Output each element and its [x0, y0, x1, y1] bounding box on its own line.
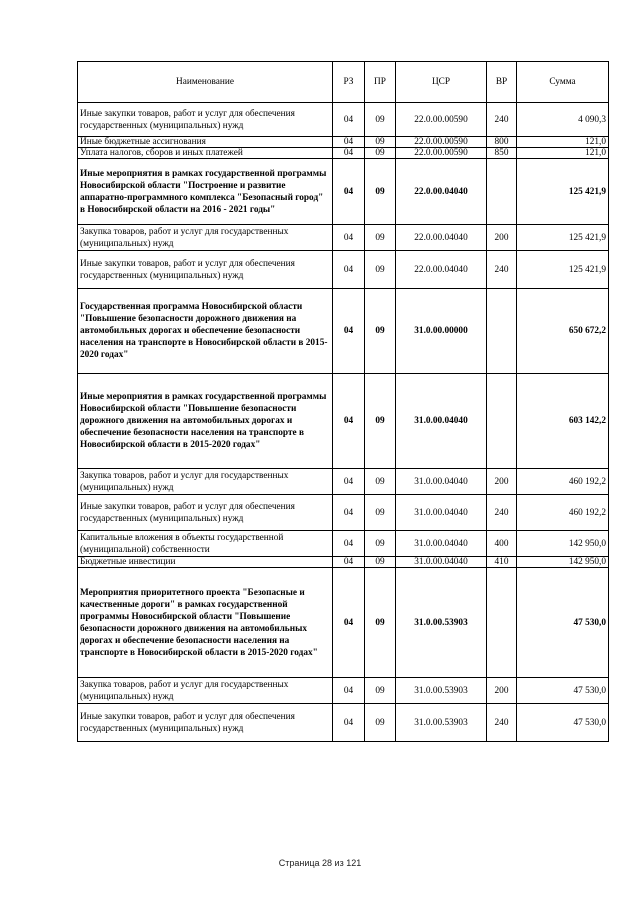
cell-vr: 240 [487, 251, 517, 289]
cell-name: Капитальные вложения в объекты государственной (муниципальной) собственности [78, 531, 333, 557]
cell-csr: 22.0.00.04040 [396, 225, 487, 251]
cell-csr: 31.0.00.00000 [396, 289, 487, 374]
cell-rz: 04 [333, 531, 365, 557]
budget-table [77, 61, 609, 742]
cell-csr: 22.0.00.00590 [396, 137, 487, 148]
cell-vr [487, 289, 517, 374]
cell-csr: 22.0.00.04040 [396, 251, 487, 289]
cell-rz: 04 [333, 495, 365, 531]
cell-pr: 09 [365, 148, 396, 159]
cell-name: Иные бюджетные ассигнования [78, 137, 333, 148]
table-row [78, 103, 609, 137]
cell-name: Иные закупки товаров, работ и услуг для обеспечения государственных (муниципальных) нужд [78, 103, 333, 137]
table-row [78, 148, 609, 159]
table-row [78, 159, 609, 225]
cell-csr: 31.0.00.04040 [396, 495, 487, 531]
cell-sum: 460 192,2 [517, 495, 609, 531]
cell-name: Иные закупки товаров, работ и услуг для обеспечения государственных (муниципальных) нужд [78, 251, 333, 289]
cell-sum: 47 530,0 [517, 568, 609, 678]
cell-pr: 09 [365, 495, 396, 531]
cell-name: Мероприятия приоритетного проекта "Безопасные и качественные дороги" в рамках государственной программы Новосибирской области "Повышение безопасности дорожного движения на автомобильных дорогах и обеспечение безопасности населения на транспорте в Новосибирской области в 2015-2020 годах" [78, 568, 333, 678]
cell-pr: 09 [365, 531, 396, 557]
header-csr: ЦСР [396, 62, 487, 103]
cell-rz: 04 [333, 469, 365, 495]
cell-pr: 09 [365, 251, 396, 289]
cell-rz: 04 [333, 159, 365, 225]
cell-sum: 125 421,9 [517, 251, 609, 289]
cell-name: Бюджетные инвестиции [78, 557, 333, 568]
cell-rz: 04 [333, 704, 365, 742]
cell-vr: 200 [487, 225, 517, 251]
cell-name: Закупка товаров, работ и услуг для государственных (муниципальных) нужд [78, 469, 333, 495]
page-number: Страница 28 из 121 [278, 858, 362, 868]
table-row [78, 374, 609, 469]
cell-csr: 31.0.00.53903 [396, 568, 487, 678]
cell-sum: 142 950,0 [517, 557, 609, 568]
cell-pr: 09 [365, 137, 396, 148]
cell-vr: 240 [487, 704, 517, 742]
cell-rz: 04 [333, 289, 365, 374]
cell-vr [487, 159, 517, 225]
table-row [78, 678, 609, 704]
cell-vr: 400 [487, 531, 517, 557]
table-body [78, 103, 609, 742]
cell-pr: 09 [365, 159, 396, 225]
cell-name: Государственная программа Новосибирской области "Повышение безопасности дорожного движения на автомобильных дорогах и обеспечение безопасности населения на транспорте в Новосибирской области в 2015-2020 годах" [78, 289, 333, 374]
cell-csr: 31.0.00.04040 [396, 469, 487, 495]
cell-csr: 22.0.00.00590 [396, 148, 487, 159]
cell-sum: 460 192,2 [517, 469, 609, 495]
cell-sum: 142 950,0 [517, 531, 609, 557]
cell-pr: 09 [365, 289, 396, 374]
cell-vr: 240 [487, 103, 517, 137]
cell-name: Закупка товаров, работ и услуг для государственных (муниципальных) нужд [78, 225, 333, 251]
table-row [78, 469, 609, 495]
cell-sum: 121,0 [517, 137, 609, 148]
cell-sum: 121,0 [517, 148, 609, 159]
header-name: Наименование [78, 62, 333, 103]
cell-csr: 31.0.00.53903 [396, 678, 487, 704]
cell-vr [487, 374, 517, 469]
cell-csr: 22.0.00.00590 [396, 103, 487, 137]
header-vr: ВР [487, 62, 517, 103]
table-row [78, 568, 609, 678]
cell-pr: 09 [365, 678, 396, 704]
cell-vr: 200 [487, 678, 517, 704]
cell-name: Закупка товаров, работ и услуг для государственных (муниципальных) нужд [78, 678, 333, 704]
table-row [78, 704, 609, 742]
cell-sum: 4 090,3 [517, 103, 609, 137]
table-row [78, 137, 609, 148]
cell-sum: 125 421,9 [517, 225, 609, 251]
cell-vr: 240 [487, 495, 517, 531]
cell-csr: 22.0.00.04040 [396, 159, 487, 225]
cell-vr: 850 [487, 148, 517, 159]
cell-csr: 31.0.00.04040 [396, 557, 487, 568]
cell-sum: 47 530,0 [517, 704, 609, 742]
cell-pr: 09 [365, 103, 396, 137]
cell-pr: 09 [365, 568, 396, 678]
table-row [78, 495, 609, 531]
table-header-row [78, 62, 609, 103]
cell-rz: 04 [333, 678, 365, 704]
cell-vr: 200 [487, 469, 517, 495]
cell-name: Иные мероприятия в рамках государственной программы Новосибирской области "Построение и развитие аппаратно-программного комплекса "Безопасный город" в Новосибирской области на 2016 - 2021 годы" [78, 159, 333, 225]
cell-pr: 09 [365, 225, 396, 251]
cell-sum: 650 672,2 [517, 289, 609, 374]
table-row [78, 557, 609, 568]
cell-sum: 125 421,9 [517, 159, 609, 225]
cell-rz: 04 [333, 103, 365, 137]
cell-vr: 410 [487, 557, 517, 568]
table-row [78, 225, 609, 251]
cell-pr: 09 [365, 557, 396, 568]
cell-pr: 09 [365, 469, 396, 495]
header-rz: РЗ [333, 62, 365, 103]
cell-vr [487, 568, 517, 678]
cell-name: Иные мероприятия в рамках государственной программы Новосибирской области "Повышение безопасности дорожного движения на автомобильных дорогах и обеспечение безопасности населения на транспорте в Новосибирской области в 2015-2020 годах" [78, 374, 333, 469]
table-row [78, 531, 609, 557]
header-sum: Сумма [517, 62, 609, 103]
cell-sum: 47 530,0 [517, 678, 609, 704]
cell-rz: 04 [333, 251, 365, 289]
cell-csr: 31.0.00.53903 [396, 704, 487, 742]
cell-rz: 04 [333, 137, 365, 148]
cell-name: Уплата налогов, сборов и иных платежей [78, 148, 333, 159]
cell-vr: 800 [487, 137, 517, 148]
cell-rz: 04 [333, 225, 365, 251]
table-row [78, 251, 609, 289]
header-pr: ПР [365, 62, 396, 103]
cell-sum: 603 142,2 [517, 374, 609, 469]
cell-pr: 09 [365, 374, 396, 469]
cell-csr: 31.0.00.04040 [396, 531, 487, 557]
cell-rz: 04 [333, 374, 365, 469]
cell-rz: 04 [333, 557, 365, 568]
cell-name: Иные закупки товаров, работ и услуг для обеспечения государственных (муниципальных) нужд [78, 495, 333, 531]
cell-csr: 31.0.00.04040 [396, 374, 487, 469]
cell-name: Иные закупки товаров, работ и услуг для обеспечения государственных (муниципальных) нужд [78, 704, 333, 742]
cell-rz: 04 [333, 148, 365, 159]
table-row [78, 289, 609, 374]
cell-rz: 04 [333, 568, 365, 678]
cell-pr: 09 [365, 704, 396, 742]
